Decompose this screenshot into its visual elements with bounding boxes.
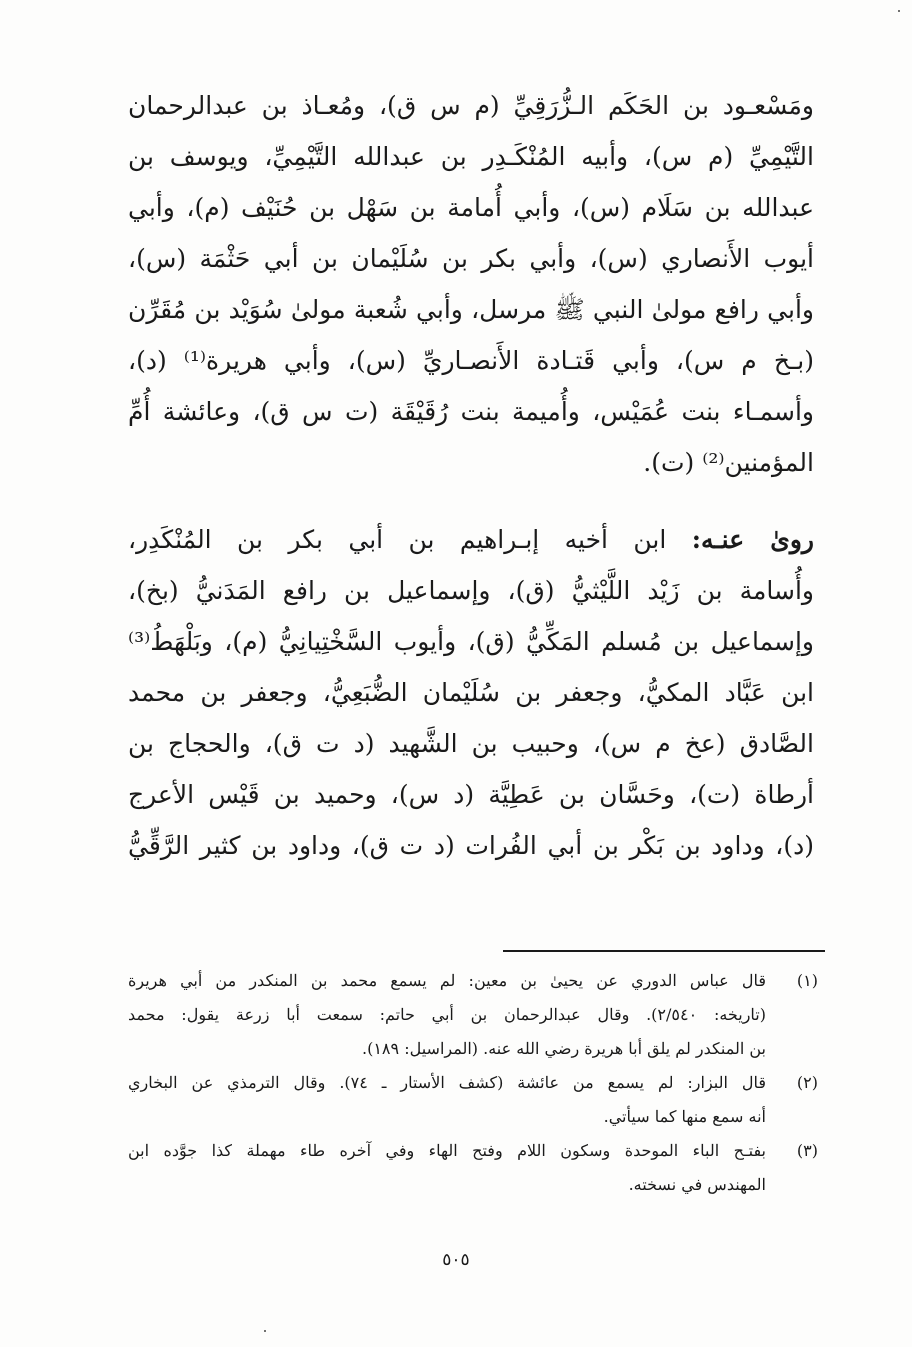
footnote <box>128 1134 818 1202</box>
text-line: الصَّادق (عخ م س)، وحبيب بن الشَّهيد (د ت ق)، والحجاج بن <box>128 729 814 758</box>
text-line: التَّيْمِيِّ (م س)، وأبيه المُنْكَـدِر بن عبدالله التَّيْمِيِّ، ويوسف بن <box>128 142 814 171</box>
footnotes <box>128 964 818 1202</box>
footnote-number: (١) <box>796 971 818 990</box>
footnote-line: أنه سمع منها كما سيأتي. <box>603 1107 766 1126</box>
footnote-line: قال عباس الدوري عن يحيىٰ بن معين: لم يسمع محمد بن المنكدر من أبي هريرة <box>128 971 766 990</box>
footnote <box>128 1066 818 1134</box>
scan-speck <box>898 10 900 12</box>
text-line: المؤمنين⁽²⁾ (ت). <box>643 448 814 477</box>
text-line: ومَسْعـود بن الحَكَم الـزُّرَقِيِّ (م س ق)، ومُعـاذ بن عبدالرحمان <box>128 91 814 120</box>
text-line: ابن عَبَّاد المكيُّ، وجعفر بن سُلَيْمان الضُّبَعِيُّ، وجعفر بن محمد <box>128 678 814 707</box>
footnote-line: بفتـح الباء الموحدة وسكون اللام وفتح الهاء وفي آخره طاء مهملة كذا جوَّده ابن <box>128 1141 766 1160</box>
footnote <box>128 964 818 1066</box>
text-line <box>128 514 814 565</box>
footnote-number: (٢) <box>796 1073 818 1092</box>
main-text <box>128 80 814 871</box>
footnote-number: (٣) <box>796 1141 818 1160</box>
text-line: وأبي رافع مولىٰ النبي ﷺ مرسل، وأبي شُعبة مولىٰ سُوَيْد بن مُقَرِّن <box>128 295 814 324</box>
page-number: ٥٠٥ <box>442 1250 470 1270</box>
footnote-line: (تاريخه: ٢/٥٤٠). وقال عبدالرحمان بن أبي حاتم: سمعت أبا زرعة يقول: محمد <box>128 1005 766 1024</box>
text-line: وأسمـاء بنت عُمَيْس، وأُميمة بنت رُقَيْقَة (ت س ق)، وعائشة أُمِّ <box>128 397 814 426</box>
text-line: أيوب الأَنصاري (س)، وأبي بكر بن سُلَيْمان بن أبي حَثْمَة (س)، <box>128 244 814 273</box>
footnote-line: المهندس في نسخته. <box>628 1175 766 1194</box>
paragraph-gap <box>128 488 814 514</box>
footnote-line: قال البزار: لم يسمع من عائشة (كشف الأستار ـ ٧٤). وقال الترمذي عن البخاري <box>128 1073 766 1092</box>
text-line: أرطاة (ت)، وحَسَّان بن عَطِيَّة (د س)، وحميد بن قَيْس الأعرج <box>128 780 814 809</box>
footnote-divider <box>503 950 825 952</box>
text-line: (د)، وداود بن بَكْر بن أبي الفُرات (د ت ق)، وداود بن كثير الرَّقِّيُّ <box>128 831 814 860</box>
footnote-line: بن المنكدر لم يلق أبا هريرة رضي الله عنه. (المراسيل: ١٨٩). <box>362 1039 766 1058</box>
narrators-from-label: روىٰ عنـه: <box>691 525 814 554</box>
text-line: (بـخ م س)، وأبي قَتـادة الأَنصـاريِّ (س)، وأبي هريرة⁽¹⁾ (د)، <box>128 346 814 375</box>
text-line: وإسماعيل بن مُسلم المَكِّيُّ (ق)، وأيوب السَّخْتِيانِيُّ (م)، وبَلْهَطُ⁽³⁾ <box>128 627 814 656</box>
text-segment: ابن أخيه إبـراهيم بن أبي بكر بن المُنْكَدِر، <box>128 525 667 554</box>
text-line: وأُسامة بن زَيْد اللَّيْثيُّ (ق)، وإسماعيل بن رافع المَدَنيُّ (بخ)، <box>128 576 814 605</box>
scan-speck <box>264 1330 266 1332</box>
text-line: عبدالله بن سَلَام (س)، وأبي أُمامة بن سَهْل بن حُنَيْف (م)، وأبي <box>128 193 814 222</box>
